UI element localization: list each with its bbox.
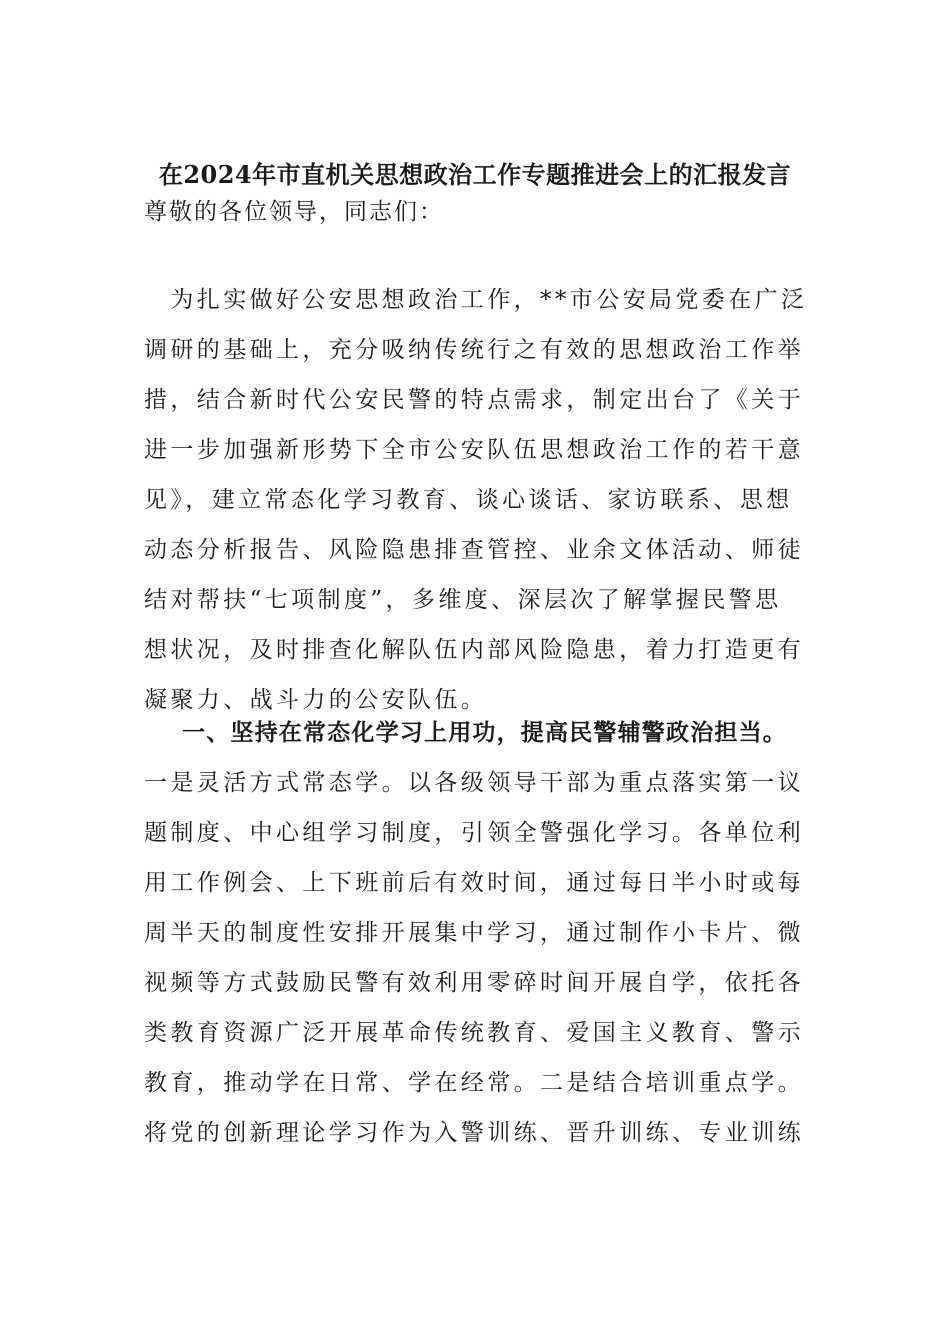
paragraph-line: 将党的创新理论学习作为入警训练、晋升训练、专业训练: [144, 1120, 804, 1146]
paragraph-line: 周半天的制度性安排开展集中学习，通过制作小卡片、微: [144, 920, 804, 946]
paragraph-line: 动态分析报告、风险隐患排查管控、业余文体活动、师徒: [144, 537, 804, 563]
paragraph-line: 题制度、中心组学习制度，引领全警强化学习。各单位利: [144, 820, 804, 846]
paragraph-line: 措，结合新时代公安民警的特点需求，制定出台了《关于: [144, 387, 804, 413]
page-title: 在2024年市直机关思想政治工作专题推进会上的汇报发言: [158, 160, 792, 189]
salutation: 尊敬的各位领导，同志们：: [144, 199, 444, 225]
section-paragraph: [144, 758, 824, 1158]
section-heading: 一、坚持在常态化学习上用功，提高民警辅警政治担当。: [182, 719, 787, 746]
paragraph-line: 想状况，及时排查化解队伍内部风险隐患，着力打造更有: [144, 637, 804, 663]
intro-paragraph: [144, 275, 824, 725]
paragraph-line: 结对帮扶“七项制度”，多维度、深层次了解掌握民警思: [144, 587, 782, 613]
paragraph-line: 类教育资源广泛开展革命传统教育、爱国主义教育、警示: [144, 1020, 804, 1046]
paragraph-line: 见》，建立常态化学习教育、谈心谈话、家访联系、思想: [144, 487, 793, 513]
paragraph-line: 视频等方式鼓励民警有效利用零碎时间开展自学，依托各: [144, 970, 804, 996]
paragraph-line: 调研的基础上，充分吸纳传统行之有效的思想政治工作举: [144, 337, 804, 363]
paragraph-line: 进一步加强新形势下全市公安队伍思想政治工作的若干意: [144, 437, 804, 463]
paragraph-line: 为扎实做好公安思想政治工作，**市公安局党委在广泛: [144, 287, 808, 313]
paragraph-line: 用工作例会、上下班前后有效时间，通过每日半小时或每: [144, 870, 804, 896]
paragraph-line: 一是灵活方式常态学。以各级领导干部为重点落实第一议: [144, 770, 804, 796]
paragraph-line: 凝聚力、战斗力的公安队伍。: [144, 687, 488, 713]
paragraph-line: 教育，推动学在日常、学在经常。二是结合培训重点学。: [144, 1070, 804, 1096]
